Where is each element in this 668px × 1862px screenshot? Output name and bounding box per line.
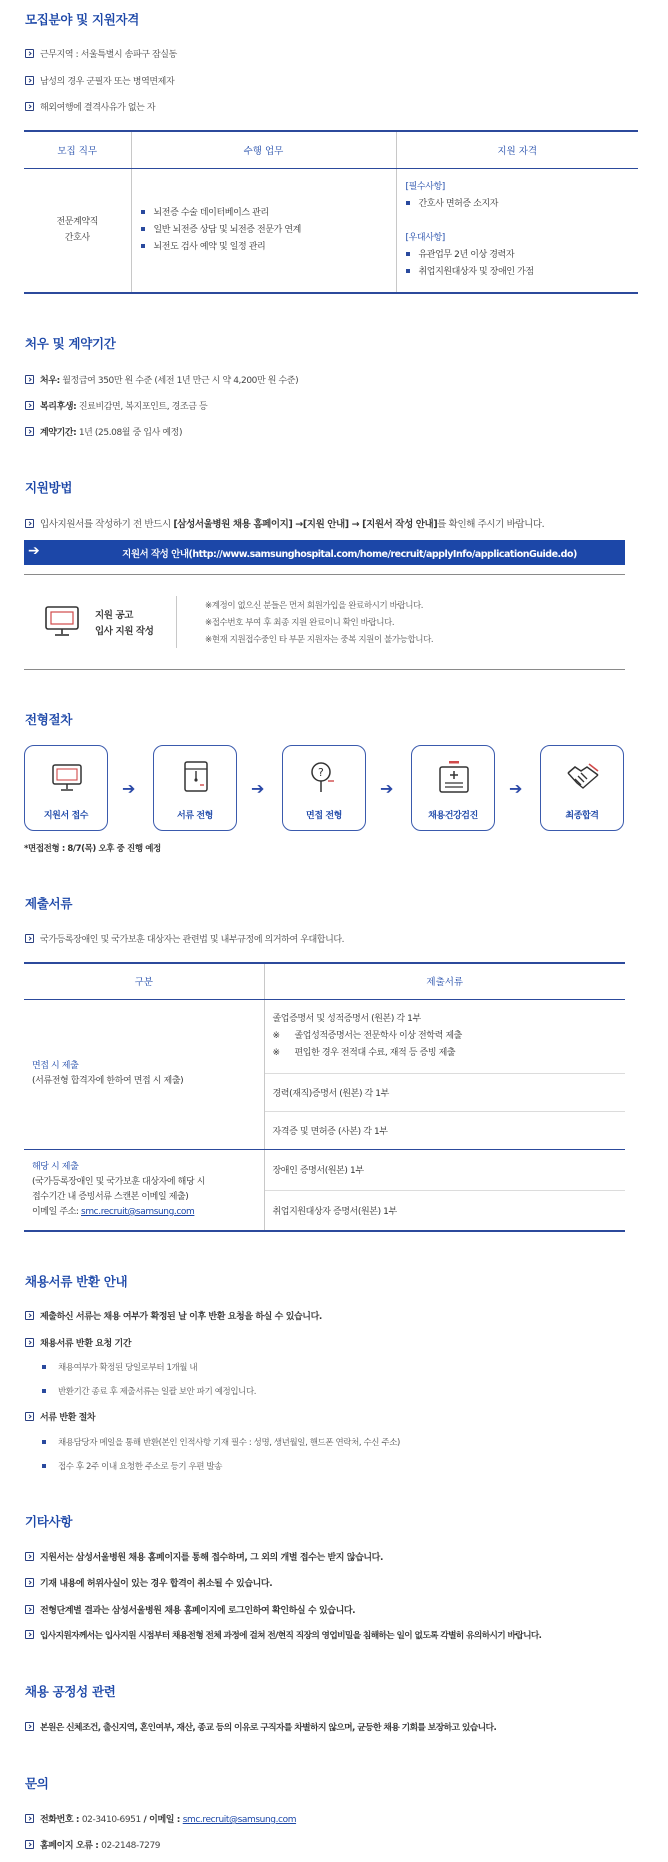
contact-phone-email: 전화번호 : 02-3410-6951 / 이메일 : smc.recruit@samsung.com — [25, 1812, 296, 1825]
checkbox-icon — [25, 375, 34, 384]
process-step-interview: ? 면접 전형 — [282, 745, 366, 831]
checkbox-icon — [25, 1814, 34, 1823]
doc-group-interview: 면접 시 제출 (서류전형 합격자에 한하여 면접 시 제출) — [24, 999, 264, 1149]
divider — [24, 669, 625, 670]
arrow-right-icon: ➔ — [251, 779, 265, 798]
table-header: 모집 직무 — [24, 131, 131, 168]
bullet-item: 입사지원자께서는 입사지원 시점부터 채용전형 전체 과정에 걸쳐 전/현직 직장의 영업비밀을 침해하는 일이 없도록 각별히 유의하시기 바랍니다. — [25, 1629, 541, 1641]
table-row: 장애인 증명서(원본) 1부 — [264, 1149, 625, 1190]
note-line: ※접수번호 부여 후 최종 지원 완료이니 확인 바랍니다. — [205, 618, 395, 628]
section-title-return: 채용서류 반환 안내 — [25, 1274, 128, 1289]
email-link[interactable]: smc.recruit@samsung.com — [182, 1815, 297, 1825]
job-cell: 전문계약직 간호사 — [56, 217, 98, 244]
duties-cell — [131, 168, 396, 293]
table-header: 수행 업무 — [131, 131, 396, 168]
checkbox-icon — [25, 1311, 34, 1320]
apply-notes — [205, 598, 433, 649]
table-row: 경력(재직)증명서 (원본) 각 1부 — [264, 1073, 625, 1111]
arrow-right-icon: ➔ — [122, 779, 136, 798]
checkbox-icon — [25, 401, 34, 410]
apply-instruction: 입사지원서를 작성하기 전 반드시 [삼성서울병원 채용 홈페이지] →[지원 안내] → [지원서 작성 안내]를 확인해 주시기 바랍니다. — [25, 516, 544, 530]
bullet-item: 전형단계별 결과는 삼성서울병원 채용 홈페이지에 로그인하여 확인하실 수 있습니다. — [25, 1603, 355, 1616]
bullet-item: 처우: 월정급여 350만 원 수준 (세전 1년 만근 시 약 4,200만 원 수준) — [25, 373, 298, 386]
list-item: 뇌전증 수술 데이터베이스 관리 — [141, 205, 396, 222]
process-note: *면접전형 : 8/7(목) 오후 중 진행 예정 — [24, 844, 161, 854]
magnifier-icon — [307, 759, 343, 795]
table-header: 구분 — [24, 963, 264, 999]
preferred-label: [우대사항] — [405, 233, 445, 244]
required-label: [필수사항] — [405, 182, 445, 193]
email-link[interactable]: smc.recruit@samsung.com — [81, 1206, 195, 1217]
list-item: 뇌전도 검사 예약 및 일정 관리 — [141, 239, 396, 256]
checkbox-icon — [25, 1552, 34, 1561]
list-item: 일반 뇌전증 상담 및 뇌전증 전문가 연계 — [141, 222, 396, 239]
checkbox-icon — [25, 76, 34, 85]
table-row: 졸업증명서 및 성적증명서 (원본) 각 1부 ※ 졸업성적증명서는 전문학사 이상 전학력 제출 ※ 편입한 경우 전적대 수료, 재적 등 증빙 제출 — [264, 999, 625, 1073]
checkbox-icon — [25, 1412, 34, 1421]
checkbox-icon — [25, 1578, 34, 1587]
bullet-item: 근무지역 : 서울특별시 송파구 잠실동 — [25, 47, 177, 60]
note-line: ※계정이 없으신 분들은 먼저 회원가입을 완료하시기 바랍니다. — [205, 601, 424, 611]
checkbox-icon — [25, 934, 34, 943]
process-step-document: 서류 전형 — [153, 745, 237, 831]
bullet-item: 계약기간: 1년 (25.08월 중 입사 예정) — [25, 425, 182, 438]
bullet-item: 제출하신 서류는 채용 여부가 확정된 날 이후 반환 요청을 하실 수 있습니다. — [25, 1309, 322, 1322]
monitor-icon — [43, 605, 81, 641]
arrow-right-icon: ➔ — [380, 779, 394, 798]
section-title-process: 전형절차 — [25, 712, 73, 727]
checkbox-icon — [25, 1338, 34, 1347]
section-title-etc: 기타사항 — [25, 1514, 73, 1529]
list-item: 취업지원대상자 및 장애인 가점 — [406, 264, 639, 281]
qualification-cell — [396, 168, 638, 293]
bullet-item: 국가등록장애인 및 국가보훈 대상자는 관련법 및 내부규정에 의거하여 우대합니다. — [25, 932, 344, 945]
table-header: 제출서류 — [264, 963, 625, 999]
checkbox-icon — [25, 1630, 34, 1639]
list-item: 접수 후 2주 이내 요청한 주소로 등기 우편 발송 — [42, 1460, 222, 1472]
checkbox-icon — [25, 102, 34, 111]
guide-banner[interactable] — [24, 540, 625, 565]
checkbox-icon — [25, 519, 34, 528]
list-item: 채용담당자 메일을 통해 반환(본인 인적사항 기재 필수 : 성명, 생년월일, 핸드폰 연락처, 수신 주소) — [42, 1436, 400, 1448]
table-row: 자격증 및 면허증 (사본) 각 1부 — [264, 1111, 625, 1149]
section-title-treatment: 처우 및 계약기간 — [25, 336, 116, 351]
medical-kit-icon — [436, 759, 472, 795]
arrow-right-icon: ➔ — [509, 779, 523, 798]
monitor-icon — [49, 759, 85, 795]
bullet-item: 채용서류 반환 요청 기간 — [25, 1336, 131, 1349]
handshake-icon — [565, 759, 601, 795]
list-item: 반환기간 종료 후 제출서류는 일괄 보안 파기 예정입니다. — [42, 1385, 256, 1397]
arrow-right-icon: ➔ — [28, 543, 40, 559]
recruit-table — [24, 130, 638, 294]
section-title-documents: 제출서류 — [25, 896, 73, 911]
checkbox-icon — [25, 1722, 34, 1731]
bullet-item: 서류 반환 절차 — [25, 1410, 95, 1423]
bullet-item: 본원은 신체조건, 출신지역, 혼인여부, 재산, 종교 등의 이유로 구직자를 차별하지 않으며, 균등한 채용 기회를 보장하고 있습니다. — [25, 1720, 496, 1733]
list-item: 간호사 면허증 소지자 — [406, 196, 639, 213]
doc-group-optional: 해당 시 제출 (국가등록장애인 및 국가보훈 대상자에 해당 시 접수기간 내 증빙서류 스캔본 이메일 제출) 이메일 주소: smc.recruit@samsung.com — [24, 1149, 264, 1231]
checkbox-icon — [25, 49, 34, 58]
bullet-item: 기재 내용에 허위사실이 있는 경우 합격이 취소될 수 있습니다. — [25, 1576, 272, 1589]
document-icon — [178, 759, 214, 795]
list-item: 유관업무 2년 이상 경력자 — [406, 247, 639, 264]
process-step-application: 지원서 접수 — [24, 745, 108, 831]
bullet-item: 남성의 경우 군필자 또는 병역면제자 — [25, 74, 174, 87]
bullet-item: 지원서는 삼성서울병원 채용 홈페이지를 통해 접수하며, 그 외의 개별 접수는 받지 않습니다. — [25, 1550, 383, 1563]
bullet-item: 해외여행에 결격사유가 없는 자 — [25, 100, 155, 113]
section-title-contact: 문의 — [25, 1776, 49, 1791]
checkbox-icon — [25, 1840, 34, 1849]
bullet-item: 복리후생: 진료비감면, 복지포인트, 경조금 등 — [25, 399, 207, 412]
section-title-recruit: 모집분야 및 지원자격 — [25, 12, 140, 27]
checkbox-icon — [25, 1605, 34, 1614]
table-header: 지원 자격 — [396, 131, 638, 168]
section-title-apply: 지원방법 — [25, 480, 73, 495]
guide-banner-link[interactable]: 지원서 작성 안내(http://www.samsunghospital.com/home/recruit/applyInfo/applicationGuide.do) — [122, 549, 577, 560]
contact-homepage: 홈페이지 오류 : 02-2148-7279 — [25, 1838, 160, 1851]
divider — [24, 574, 625, 575]
divider — [176, 596, 177, 648]
process-step-final: 최종합격 — [540, 745, 624, 831]
list-item: 채용여부가 확정된 당일로부터 1개월 내 — [42, 1361, 197, 1373]
svg-text:?: ? — [318, 766, 324, 779]
process-step-checkup: 채용건강검진 — [411, 745, 495, 831]
apply-box-label: 지원 공고 입사 지원 작성 — [95, 610, 154, 637]
checkbox-icon — [25, 427, 34, 436]
note-line: ※현재 지원접수중인 타 부문 지원자는 중복 지원이 불가능합니다. — [205, 635, 434, 645]
table-row: 취업지원대상자 증명서(원본) 1부 — [272, 1206, 397, 1217]
documents-table — [24, 962, 625, 1232]
section-title-fairness: 채용 공정성 관련 — [25, 1684, 116, 1699]
